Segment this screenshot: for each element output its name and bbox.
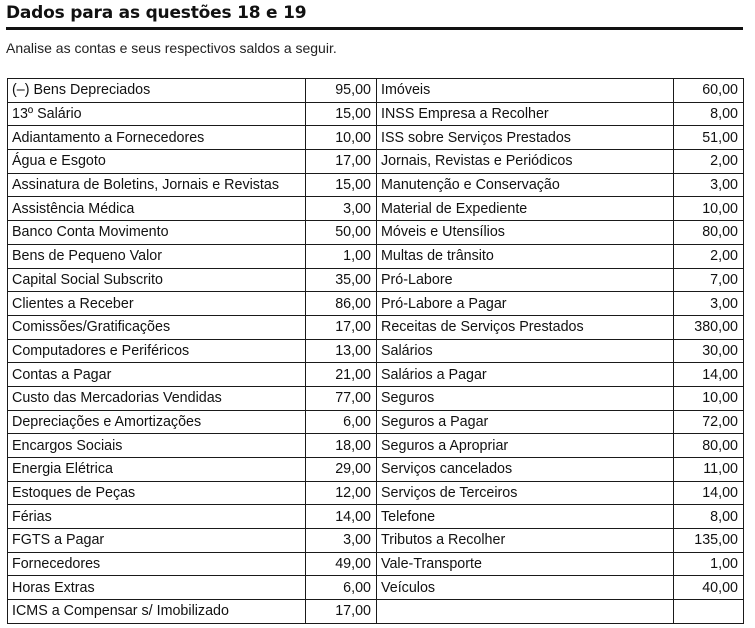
table-row xyxy=(8,386,744,410)
account-name-right: Material de Expediente xyxy=(377,197,674,221)
account-name-left: ICMS a Compensar s/ Imobilizado xyxy=(8,600,306,624)
table-row xyxy=(8,79,744,103)
account-value-left: 14,00 xyxy=(306,505,377,529)
account-name-left: Férias xyxy=(8,505,306,529)
account-name-right: Vale-Transporte xyxy=(377,552,674,576)
intro-text: Analise as contas e seus respectivos saldos a seguir. xyxy=(6,40,337,56)
account-name-left: Bens de Pequeno Valor xyxy=(8,244,306,268)
account-name-left: Comissões/Gratificações xyxy=(8,315,306,339)
account-value-left: 12,00 xyxy=(306,481,377,505)
account-name-right: Multas de trânsito xyxy=(377,244,674,268)
account-name-right: INSS Empresa a Recolher xyxy=(377,102,674,126)
account-value-left: 3,00 xyxy=(306,529,377,553)
table-row xyxy=(8,150,744,174)
account-name-right: Jornais, Revistas e Periódicos xyxy=(377,150,674,174)
title-divider xyxy=(6,27,743,30)
account-name-left: Banco Conta Movimento xyxy=(8,221,306,245)
account-value-right: 80,00 xyxy=(674,434,744,458)
account-value-left: 18,00 xyxy=(306,434,377,458)
accounts-table-body xyxy=(8,79,744,624)
account-name-left: Computadores e Periféricos xyxy=(8,339,306,363)
account-value-left: 21,00 xyxy=(306,363,377,387)
account-name-right: ISS sobre Serviços Prestados xyxy=(377,126,674,150)
account-value-right: 1,00 xyxy=(674,552,744,576)
account-value-left: 10,00 xyxy=(306,126,377,150)
account-value-right: 10,00 xyxy=(674,197,744,221)
account-value-left: 1,00 xyxy=(306,244,377,268)
account-value-right: 30,00 xyxy=(674,339,744,363)
table-row xyxy=(8,458,744,482)
account-value-right: 135,00 xyxy=(674,529,744,553)
account-name-right: Seguros a Pagar xyxy=(377,410,674,434)
table-row xyxy=(8,434,744,458)
account-value-right: 51,00 xyxy=(674,126,744,150)
account-name-right: Pró-Labore xyxy=(377,268,674,292)
account-value-left: 17,00 xyxy=(306,315,377,339)
account-name-right: Telefone xyxy=(377,505,674,529)
account-name-right: Manutenção e Conservação xyxy=(377,173,674,197)
account-value-right: 72,00 xyxy=(674,410,744,434)
account-name-left: Custo das Mercadorias Vendidas xyxy=(8,386,306,410)
account-name-left: FGTS a Pagar xyxy=(8,529,306,553)
account-value-left: 77,00 xyxy=(306,386,377,410)
table-row xyxy=(8,126,744,150)
table-row xyxy=(8,197,744,221)
account-name-right: Seguros xyxy=(377,386,674,410)
account-name-right: Pró-Labore a Pagar xyxy=(377,292,674,316)
account-name-left: Energia Elétrica xyxy=(8,458,306,482)
account-value-right: 10,00 xyxy=(674,386,744,410)
account-value-right: 14,00 xyxy=(674,481,744,505)
table-row xyxy=(8,529,744,553)
table-row xyxy=(8,505,744,529)
account-value-right: 8,00 xyxy=(674,102,744,126)
table-row xyxy=(8,552,744,576)
account-value-right: 60,00 xyxy=(674,79,744,103)
account-name-right xyxy=(377,600,674,624)
account-name-right: Salários a Pagar xyxy=(377,363,674,387)
table-row xyxy=(8,173,744,197)
account-value-right: 2,00 xyxy=(674,244,744,268)
table-row xyxy=(8,244,744,268)
table-row xyxy=(8,576,744,600)
account-value-left: 17,00 xyxy=(306,150,377,174)
accounts-table xyxy=(7,78,744,624)
account-name-right: Serviços de Terceiros xyxy=(377,481,674,505)
table-row xyxy=(8,268,744,292)
account-name-left: Horas Extras xyxy=(8,576,306,600)
account-name-right: Serviços cancelados xyxy=(377,458,674,482)
account-name-left: Clientes a Receber xyxy=(8,292,306,316)
table-row xyxy=(8,339,744,363)
account-value-right: 14,00 xyxy=(674,363,744,387)
account-name-right: Tributos a Recolher xyxy=(377,529,674,553)
account-value-left: 3,00 xyxy=(306,197,377,221)
account-name-left: Contas a Pagar xyxy=(8,363,306,387)
section-title: Dados para as questões 18 e 19 xyxy=(6,3,307,23)
account-name-left: Depreciações e Amortizações xyxy=(8,410,306,434)
account-name-right: Móveis e Utensílios xyxy=(377,221,674,245)
account-name-right: Seguros a Apropriar xyxy=(377,434,674,458)
account-name-right: Salários xyxy=(377,339,674,363)
account-value-right xyxy=(674,600,744,624)
table-row xyxy=(8,600,744,624)
account-value-left: 15,00 xyxy=(306,102,377,126)
account-value-right: 40,00 xyxy=(674,576,744,600)
account-value-left: 50,00 xyxy=(306,221,377,245)
account-value-right: 7,00 xyxy=(674,268,744,292)
account-value-right: 11,00 xyxy=(674,458,744,482)
account-value-right: 380,00 xyxy=(674,315,744,339)
account-name-left: Assistência Médica xyxy=(8,197,306,221)
table-row xyxy=(8,481,744,505)
account-name-left: Estoques de Peças xyxy=(8,481,306,505)
account-name-right: Imóveis xyxy=(377,79,674,103)
account-value-left: 95,00 xyxy=(306,79,377,103)
account-value-left: 49,00 xyxy=(306,552,377,576)
table-row xyxy=(8,315,744,339)
account-value-left: 6,00 xyxy=(306,576,377,600)
account-value-left: 13,00 xyxy=(306,339,377,363)
table-row xyxy=(8,292,744,316)
account-value-right: 8,00 xyxy=(674,505,744,529)
table-row xyxy=(8,221,744,245)
account-value-left: 35,00 xyxy=(306,268,377,292)
account-name-left: 13º Salário xyxy=(8,102,306,126)
account-name-left: Capital Social Subscrito xyxy=(8,268,306,292)
account-value-left: 86,00 xyxy=(306,292,377,316)
account-name-left: Assinatura de Boletins, Jornais e Revistas xyxy=(8,173,306,197)
account-value-left: 15,00 xyxy=(306,173,377,197)
table-row xyxy=(8,102,744,126)
account-name-left: Encargos Sociais xyxy=(8,434,306,458)
account-name-left: Fornecedores xyxy=(8,552,306,576)
table-row xyxy=(8,410,744,434)
account-name-left: (–) Bens Depreciados xyxy=(8,79,306,103)
account-value-right: 3,00 xyxy=(674,292,744,316)
account-value-right: 80,00 xyxy=(674,221,744,245)
account-name-right: Veículos xyxy=(377,576,674,600)
account-name-right: Receitas de Serviços Prestados xyxy=(377,315,674,339)
account-value-left: 17,00 xyxy=(306,600,377,624)
account-name-left: Água e Esgoto xyxy=(8,150,306,174)
account-value-left: 29,00 xyxy=(306,458,377,482)
account-value-right: 2,00 xyxy=(674,150,744,174)
account-name-left: Adiantamento a Fornecedores xyxy=(8,126,306,150)
account-value-left: 6,00 xyxy=(306,410,377,434)
table-row xyxy=(8,363,744,387)
account-value-right: 3,00 xyxy=(674,173,744,197)
